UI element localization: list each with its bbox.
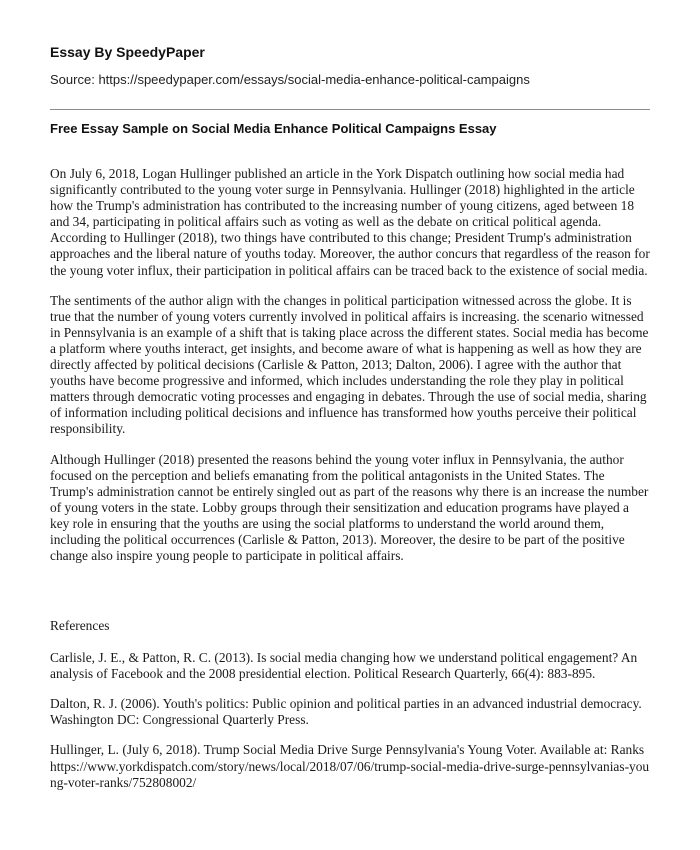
source-link[interactable]: https://speedypaper.com/essays/social-media-enhance-political-campaigns (98, 72, 530, 87)
site-title: Essay By SpeedyPaper (50, 44, 205, 60)
references-heading: References (50, 618, 110, 633)
reference-item (50, 742, 650, 790)
essay-paragraph: On July 6, 2018, Logan Hullinger published an article in the York Dispatch outlining how social media had significantly contributed to the young voter surge in Pennsylvania. Hullinger (2018) highlighted in the article how the Trump's administration has contributed to the increasing number of young citizens, aged between 18 and 34, participating in political affairs such as voting as well as the debate on critical political agenda. According to Hullinger (2018), two things have contributed to this change; President Trump's administration approaches and the liberal nature of youths today. Moreover, the author concurs that regardless of the reason for the young voter influx, their participation in political affairs can be traced back to the existence of social media. (50, 166, 650, 278)
reference-item: Dalton, R. J. (2006). Youth's politics: Public opinion and political parties in an advanced industrial democracy. Washington DC: Congressional Quarterly Press. (50, 696, 642, 728)
header-divider (50, 109, 650, 110)
reference-text: Hullinger, L. (July 6, 2018). Trump Social Media Drive Surge Pennsylvania's Young Voter. Available at: Ranks (50, 742, 645, 758)
reference-item: Carlisle, J. E., & Patton, R. C. (2013). Is social media changing how we understand political engagement? An analysis of Facebook and the 2008 presidential election. Political Research Quarterly, 66(4): 883-895. (50, 650, 638, 682)
essay-paragraph: Although Hullinger (2018) presented the reasons behind the young voter influx in Pennsylvania, the author focused on the perception and beliefs emanating from the political antagonists in the United States. The Trump's administration cannot be entirely singled out as part of the reasons why there is an increase the number of young voters in the state. Lobby groups through their sensitization and education programs have played a key role in ensuring that the youths are using the social platforms to understand the world around them, including the political occurrences (Carlisle & Patton, 2013). Moreover, the desire to be part of the positive change also inspire young people to participate in political affairs. (50, 451, 649, 564)
source-label: Source: (50, 72, 95, 87)
essay-paragraph: The sentiments of the author align with the changes in political participation witnessed across the globe. It is true that the number of young voters currently involved in political affairs is increasing. the scenario witnessed in Pennsylvania is an example of a shift that is taking place across the different states. Social media has become a platform where youths interact, get insights, and become aware of what is happening as well as how they are directly affected by political decisions (Carlisle & Patton, 2013; Dalton, 2006). I agree with the author that youths have become progressive and informed, which includes understanding the role they play in political matters through democratic voting processes and engaging in debates. Through the use of social media, sharing of information including political decisions and influence has transformed how youths perceive their political responsibility. (50, 292, 649, 437)
essay-title: Free Essay Sample on Social Media Enhance Political Campaigns Essay (50, 121, 497, 136)
essay-body (50, 166, 650, 578)
source-line (50, 72, 530, 87)
references-section (50, 618, 650, 805)
reference-link[interactable]: https://www.yorkdispatch.com/story/news/local/2018/07/06/trump-social-media-drive-surge-pennsylvanias-young-voter-ranks/752808002/ (50, 758, 650, 790)
